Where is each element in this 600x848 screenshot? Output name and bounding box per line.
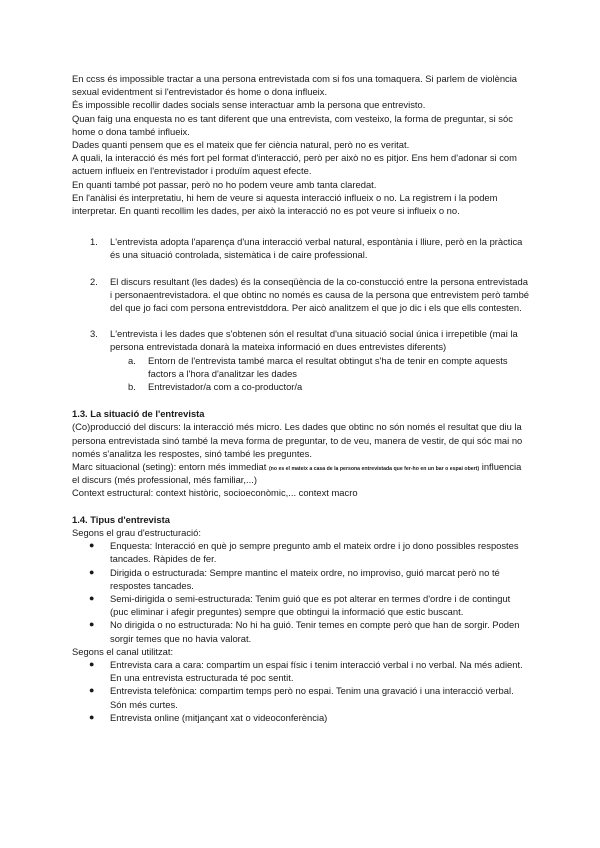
list-item: ● Semi-dirigida o semi-estructurada: Tenim guió que es pot alterar en termes d'ordre i de contingut (puc eliminar i afegir preguntes) sempre que obtingui la informació que estic buscant. bbox=[89, 592, 511, 618]
item-text: El discurs resultant (les dades) és la conseqüència de la co-constucció entre la persona entrevistada i personaentrevistadora. el que obtinc no només es causa de la persona que entrevistem però també del que jo faci com persona entrevistddora. Per aicò analitzem el que jo dic i els que ells contesten. bbox=[110, 275, 530, 314]
sub-item-letter: a. bbox=[128, 354, 136, 366]
bullet-icon: ● bbox=[89, 658, 95, 669]
coproduction-paragraph: (Co)producció del discurs: la interacció més micro. Les dades que obtinc no són només el resultat que diu la persona entrevistada sinó també la meva forma de preguntar, to de veu, manera de vestir, de qui sóc mai no només s'analitza les respostes, sinó també les preguntes. bbox=[72, 421, 523, 459]
canal-label: Segons el canal utilitzat: bbox=[72, 645, 174, 657]
section-heading: 1.3. La situació de l'entrevista bbox=[72, 408, 205, 420]
intro-paragraph: És impossible recollir dades socials sense interactuar amb la persona que entrevisto. bbox=[72, 99, 426, 111]
item-number: 2. bbox=[90, 275, 98, 287]
marc-situacional-paragraph bbox=[72, 460, 530, 486]
grau-list bbox=[72, 539, 530, 645]
sub-list bbox=[110, 354, 530, 394]
marc-small-note: (no es el mateix a casa de la persona entrevistada que fer-ho en un bar o espai obert) bbox=[268, 466, 480, 473]
numbered-item bbox=[72, 235, 530, 261]
list-item: ● Enquesta: Interacció en què jo sempre pregunto amb el mateix ordre i jo dono possibles respostes tancades. Ràpides de fer. bbox=[89, 540, 519, 565]
sub-item-text: Entrevistador/a com a co-productor/a bbox=[148, 381, 303, 393]
section-1-4 bbox=[72, 513, 530, 724]
item-text: L'entrevista i les dades que s'obtenen són el resultat d'una situació social única i irrepetible (mai la persona entrevistada donarà la mateixa informació en dues entrevistes diferents) bbox=[110, 328, 518, 353]
intro-paragraph: Dades quanti pensem que es el mateix que fer ciència natural, però no es veritat. bbox=[72, 139, 410, 151]
item-number: 1. bbox=[90, 236, 98, 248]
bullet-icon: ● bbox=[89, 566, 95, 577]
intro-block bbox=[72, 72, 530, 217]
marc-rest: influencia el discurs (més professional, més familiar,...) bbox=[72, 461, 522, 486]
numbered-list bbox=[72, 235, 530, 393]
section-heading: 1.4. Tipus d'entrevista bbox=[72, 513, 170, 525]
list-item: ● Entrevista cara a cara: compartim un espai físic i tenim interacció verbal i no verbal. Na més adient. En una entrevista estructurada té poc sentit. bbox=[89, 658, 523, 684]
intro-paragraph: En quanti també pot passar, però no ho podem veure amb tanta claredat. bbox=[72, 178, 377, 190]
intro-paragraph: A quali, la interacció és més fort pel format d'interacció, però per això no es pitjor. Ens hem d'adonar si com actuem influeix en l'entrevistador i produïm aquest efecte. bbox=[72, 152, 517, 177]
bullet-icon: ● bbox=[89, 711, 95, 722]
grau-label: Segons el grau d'estructuració: bbox=[72, 526, 201, 538]
section-1-3 bbox=[72, 407, 530, 499]
sub-item-letter: b. bbox=[128, 381, 136, 393]
list-item: ● Entrevista telefònica: compartim temps però no espai. Tenim una gravació i una interacció verbal. Són més curtes. bbox=[89, 685, 514, 710]
sub-item-text: Entorn de l'entrevista també marca el resultat obtingut s'ha de tenir en compte aquests factors a l'hora d'analitzar les dades bbox=[148, 354, 508, 379]
canal-list bbox=[72, 658, 530, 724]
bullet-icon: ● bbox=[89, 592, 95, 603]
list-item: ● Entrevista online (mitjançant xat o videoconferència) bbox=[89, 711, 328, 723]
document-page bbox=[72, 72, 530, 724]
bullet-icon: ● bbox=[89, 540, 95, 551]
intro-paragraph: En ccss és impossible tractar a una persona entrevistada com si fos una tomaquera. Si parlem de violència sexual evidentment si l'entrevistador és home o dona influeix. bbox=[72, 73, 518, 98]
intro-paragraph: Quan faig una enquesta no es tant diferent que una entrevista, com vesteixo, la forma de preguntar, si sóc home o dona també influeix. bbox=[72, 112, 513, 137]
list-item: ● Dirigida o estructurada: Sempre mantinc el mateix ordre, no improviso, guió marcat però no té respostes tancades. bbox=[89, 566, 500, 591]
item-text: L'entrevista adopta l'aparença d'una interacció verbal natural, espontània i lliure, però en la pràctica és una situació controlada, sistemàtica i de caire professional. bbox=[110, 236, 523, 261]
sub-item bbox=[110, 354, 530, 380]
marc-label: Marc situacional (seting): entorn més immediat bbox=[72, 461, 269, 473]
intro-paragraph: En l'anàlisi és interpretatiu, hi hem de veure si aquesta interacció influeix o no. La registrem i la podem interpretar. En quanti recollim les dades, per això la interacció no es pot veure si influeix o no. bbox=[72, 191, 498, 217]
sub-item bbox=[110, 380, 530, 393]
bullet-icon: ● bbox=[89, 685, 95, 696]
bullet-icon: ● bbox=[89, 619, 95, 630]
numbered-item bbox=[72, 327, 530, 393]
item-number: 3. bbox=[90, 328, 98, 340]
context-paragraph: Context estructural: context històric, socioeconòmic,... context macro bbox=[72, 487, 358, 499]
numbered-item bbox=[72, 275, 530, 315]
list-item: ● No dirigida o no estructurada: No hi ha guió. Tenir temes en compte però que han de sorgir. Poden sorgir temes que no havia valorat. bbox=[89, 619, 520, 644]
